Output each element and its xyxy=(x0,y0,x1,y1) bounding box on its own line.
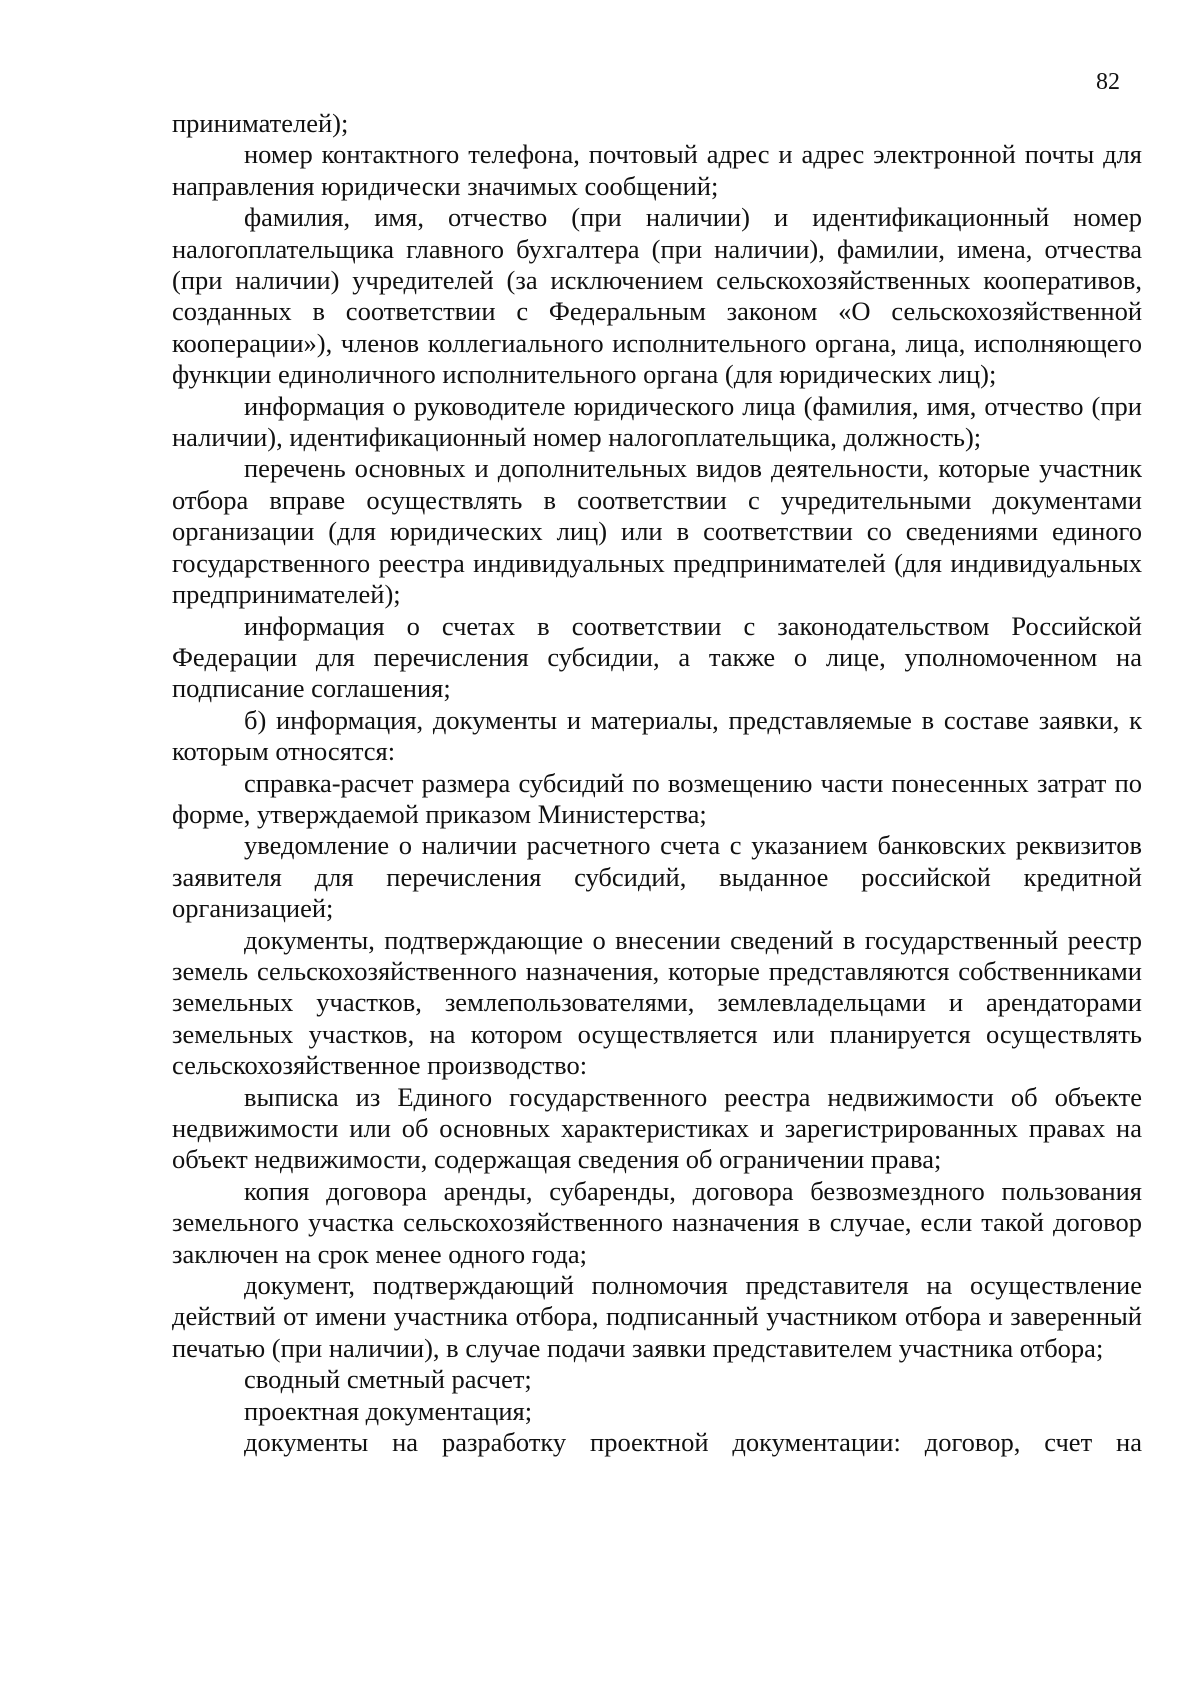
paragraph: сводный сметный расчет; xyxy=(244,1364,532,1395)
paragraph: уведомление о наличии расчетного счета с указанием банковских реквизитов заявителя для перечисления субсидий, выданное российской кредитной организацией; xyxy=(172,830,1142,924)
paragraph: проектная документация; xyxy=(244,1395,533,1426)
paragraph-continuation: принимателей); xyxy=(172,108,349,138)
paragraph: копия договора аренды, субаренды, договора безвозмездного пользования земельного участка сельскохозяйственного назначения в случае, если такой договор заключен на срок менее одного года; xyxy=(172,1175,1142,1269)
paragraph: документы на разработку проектной документации: договор, счет на xyxy=(244,1427,1142,1458)
document-body xyxy=(172,108,1142,1458)
paragraph: номер контактного телефона, почтовый адрес и адрес электронной почты для направления юридически значимых сообщений; xyxy=(172,139,1142,201)
page-number: 82 xyxy=(1096,69,1120,95)
paragraph: документ, подтверждающий полномочия представителя на осуществление действий от имени участника отбора, подписанный участником отбора и заверенный печатью (при наличии), в случае подачи заявки представителем участника отбора; xyxy=(172,1270,1142,1363)
paragraph: информация о счетах в соответствии с законодательством Российской Федерации для перечисления субсидии, а также о лице, уполномоченном на подписание соглашения; xyxy=(172,610,1142,704)
paragraph: б) информация, документы и материалы, представляемые в составе заявки, к которым относятся: xyxy=(172,704,1142,767)
paragraph: перечень основных и дополнительных видов деятельности, которые участник отбора вправе осуществлять в соответствии с учредительными документами организации (для юридических лиц) или в соответствии со сведениями единого государственного реестра индивидуальных предпринимателей (для индивидуальных предпринимателей); xyxy=(172,453,1142,610)
paragraph: выписка из Единого государственного реестра недвижимости об объекте недвижимости или об основных характеристиках и зарегистрированных правах на объект недвижимости, содержащая сведения об ограничении права; xyxy=(172,1081,1142,1175)
paragraph: фамилия, имя, отчество (при наличии) и идентификационный номер налогоплательщика главного бухгалтера (при наличии), фамилии, имена, отчества (при наличии) учредителей (за исключением сельскохозяйственных кооперативов, созданных в соответствии с Федеральным законом «О сельскохозяйственной кооперации»), членов коллегиального исполнительного органа, лица, исполняющего функции единоличного исполнительного органа (для юридических лиц); xyxy=(172,202,1142,390)
paragraph: информация о руководителе юридического лица (фамилия, имя, отчество (при наличии), идентификационный номер налогоплательщика, должность); xyxy=(172,390,1142,453)
paragraph: документы, подтверждающие о внесении сведений в государственный реестр земель сельскохозяйственного назначения, которые представляются собственниками земельных участков, землепользователями, землевладельцами и арендаторами земельных участков, на котором осуществляется или планируется осуществлять сельскохозяйственное производство: xyxy=(172,924,1142,1081)
paragraph: справка-расчет размера субсидий по возмещению части понесенных затрат по форме, утверждаемой приказом Министерства; xyxy=(172,767,1142,829)
